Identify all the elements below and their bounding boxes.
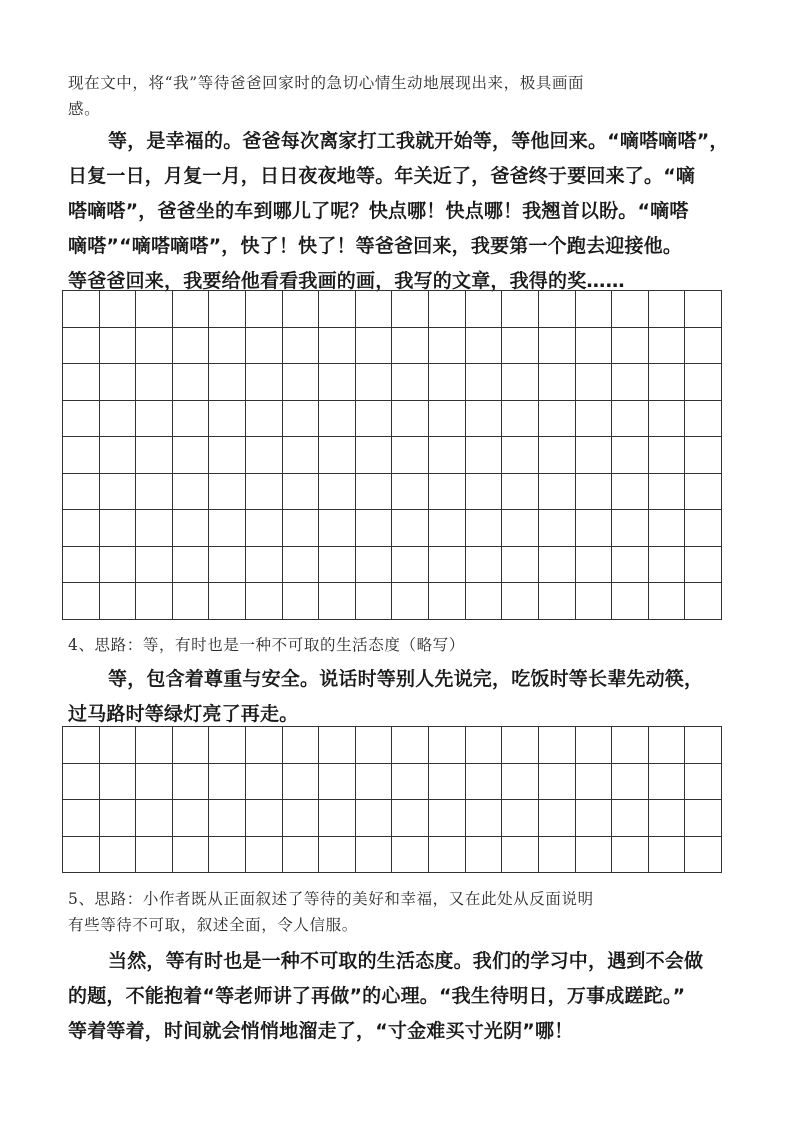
- grid-cell[interactable]: [356, 583, 393, 620]
- grid-cell[interactable]: [685, 727, 722, 764]
- grid-cell[interactable]: [283, 364, 320, 401]
- grid-cell[interactable]: [63, 837, 100, 874]
- grid-cell[interactable]: [649, 583, 686, 620]
- grid-cell[interactable]: [283, 727, 320, 764]
- grid-cell[interactable]: [649, 764, 686, 801]
- grid-cell[interactable]: [466, 510, 503, 547]
- grid-cell[interactable]: [685, 764, 722, 801]
- grid-cell[interactable]: [685, 474, 722, 511]
- grid-cell[interactable]: [649, 328, 686, 365]
- grid-cell[interactable]: [685, 291, 722, 328]
- grid-cell[interactable]: [100, 328, 137, 365]
- grid-cell[interactable]: [429, 474, 466, 511]
- grid-cell[interactable]: [319, 364, 356, 401]
- grid-cell[interactable]: [466, 437, 503, 474]
- grid-cell[interactable]: [466, 364, 503, 401]
- grid-cell[interactable]: [100, 437, 137, 474]
- grid-cell[interactable]: [356, 547, 393, 584]
- grid-cell[interactable]: [392, 510, 429, 547]
- grid-cell[interactable]: [649, 291, 686, 328]
- grid-cell[interactable]: [136, 291, 173, 328]
- comment-top-line: 感。: [68, 100, 101, 118]
- grid-cell[interactable]: [576, 291, 613, 328]
- grid-cell[interactable]: [502, 547, 539, 584]
- grid-cell[interactable]: [319, 547, 356, 584]
- grid-cell[interactable]: [392, 291, 429, 328]
- grid-cell[interactable]: [319, 401, 356, 438]
- grid-cell[interactable]: [246, 510, 283, 547]
- grid-cell[interactable]: [502, 474, 539, 511]
- grid-cell[interactable]: [356, 474, 393, 511]
- grid-cell[interactable]: [136, 727, 173, 764]
- grid-cell[interactable]: [173, 837, 210, 874]
- grid-cell[interactable]: [209, 364, 246, 401]
- grid-cell[interactable]: [685, 800, 722, 837]
- grid-cell[interactable]: [612, 837, 649, 874]
- grid-cell[interactable]: [246, 583, 283, 620]
- grid-cell[interactable]: [429, 291, 466, 328]
- grid-cell[interactable]: [246, 547, 283, 584]
- grid-cell[interactable]: [283, 474, 320, 511]
- grid-cell[interactable]: [466, 474, 503, 511]
- grid-cell[interactable]: [612, 727, 649, 764]
- grid-cell[interactable]: [466, 401, 503, 438]
- grid-cell[interactable]: [209, 328, 246, 365]
- grid-cell[interactable]: [576, 401, 613, 438]
- grid-cell[interactable]: [649, 510, 686, 547]
- grid-cell[interactable]: [502, 764, 539, 801]
- grid-cell[interactable]: [649, 800, 686, 837]
- grid-cell[interactable]: [392, 547, 429, 584]
- grid-cell[interactable]: [539, 837, 576, 874]
- grid-cell[interactable]: [100, 837, 137, 874]
- grid-cell[interactable]: [283, 764, 320, 801]
- grid-cell[interactable]: [173, 727, 210, 764]
- grid-cell[interactable]: [576, 510, 613, 547]
- grid-cell[interactable]: [136, 837, 173, 874]
- grid-cell[interactable]: [136, 764, 173, 801]
- grid-cell[interactable]: [502, 328, 539, 365]
- grid-cell[interactable]: [685, 583, 722, 620]
- grid-cell[interactable]: [539, 291, 576, 328]
- grid-cell[interactable]: [649, 547, 686, 584]
- grid-cell[interactable]: [246, 837, 283, 874]
- grid-cell[interactable]: [63, 364, 100, 401]
- grid-cell[interactable]: [685, 510, 722, 547]
- grid-cell[interactable]: [100, 583, 137, 620]
- grid-cell[interactable]: [466, 727, 503, 764]
- grid-cell[interactable]: [100, 547, 137, 584]
- essay-line: 当然，等有时也是一种不可取的生活态度。我们的学习中，遇到不会做: [108, 950, 704, 972]
- grid-cell[interactable]: [612, 800, 649, 837]
- grid-cell[interactable]: [649, 474, 686, 511]
- grid-cell[interactable]: [136, 510, 173, 547]
- grid-cell[interactable]: [429, 328, 466, 365]
- grid-cell[interactable]: [63, 291, 100, 328]
- grid-cell[interactable]: [429, 401, 466, 438]
- grid-cell[interactable]: [356, 328, 393, 365]
- grid-cell[interactable]: [649, 364, 686, 401]
- grid-cell[interactable]: [136, 800, 173, 837]
- grid-cell[interactable]: [100, 474, 137, 511]
- grid-cell[interactable]: [209, 764, 246, 801]
- grid-cell[interactable]: [356, 364, 393, 401]
- grid-cell[interactable]: [539, 764, 576, 801]
- grid-cell[interactable]: [319, 837, 356, 874]
- grid-cell[interactable]: [539, 474, 576, 511]
- grid-cell[interactable]: [173, 437, 210, 474]
- grid-cell[interactable]: [356, 291, 393, 328]
- grid-cell[interactable]: [502, 727, 539, 764]
- grid-cell[interactable]: [246, 727, 283, 764]
- grid-cell[interactable]: [392, 727, 429, 764]
- grid-cell[interactable]: [539, 727, 576, 764]
- essay-line: 等着等着，时间就会悄悄地溜走了，“寸金难买寸光阴”哪！: [68, 1020, 574, 1042]
- grid-cell[interactable]: [173, 764, 210, 801]
- grid-cell[interactable]: [63, 328, 100, 365]
- grid-cell[interactable]: [283, 800, 320, 837]
- grid-cell[interactable]: [466, 837, 503, 874]
- grid-cell[interactable]: [539, 401, 576, 438]
- grid-cell[interactable]: [173, 547, 210, 584]
- grid-cell[interactable]: [356, 437, 393, 474]
- grid-cell[interactable]: [356, 401, 393, 438]
- grid-cell[interactable]: [209, 547, 246, 584]
- grid-cell[interactable]: [173, 328, 210, 365]
- grid-cell[interactable]: [283, 583, 320, 620]
- grid-cell[interactable]: [539, 510, 576, 547]
- grid-cell[interactable]: [502, 800, 539, 837]
- essay-paragraph-1: [68, 124, 736, 299]
- grid-cell[interactable]: [685, 547, 722, 584]
- comment-top-line: 现在文中，将“我”等待爸爸回家时的急切心情生动地展现出来，极具画面: [68, 74, 585, 92]
- grid-cell[interactable]: [319, 474, 356, 511]
- grid-cell[interactable]: [502, 437, 539, 474]
- grid-cell[interactable]: [209, 583, 246, 620]
- grid-cell[interactable]: [319, 800, 356, 837]
- essay-line: 等爸爸回来，我要给他看看我画的画，我写的文章，我得的奖……: [68, 270, 625, 292]
- grid-cell[interactable]: [246, 328, 283, 365]
- grid-cell[interactable]: [392, 401, 429, 438]
- grid-cell[interactable]: [100, 401, 137, 438]
- grid-cell[interactable]: [466, 291, 503, 328]
- item5-thinking: [68, 886, 736, 938]
- grid-cell[interactable]: [539, 583, 576, 620]
- grid-cell[interactable]: [283, 437, 320, 474]
- grid-cell[interactable]: [209, 837, 246, 874]
- grid-cell[interactable]: [356, 800, 393, 837]
- grid-cell[interactable]: [466, 547, 503, 584]
- grid-cell[interactable]: [466, 328, 503, 365]
- grid-cell[interactable]: [173, 364, 210, 401]
- grid-cell[interactable]: [63, 437, 100, 474]
- grid-cell[interactable]: [502, 510, 539, 547]
- item4-thinking: [68, 632, 736, 658]
- grid-cell[interactable]: [539, 547, 576, 584]
- grid-cell[interactable]: [429, 800, 466, 837]
- grid-cell[interactable]: [319, 328, 356, 365]
- grid-cell[interactable]: [685, 364, 722, 401]
- grid-cell[interactable]: [209, 437, 246, 474]
- essay-line: 的题，不能抱着“等老师讲了再做”的心理。“我生待明日，万事成蹉跎。”: [68, 985, 686, 1007]
- grid-cell[interactable]: [612, 401, 649, 438]
- essay-paragraph-2: [68, 662, 736, 732]
- grid-cell[interactable]: [63, 547, 100, 584]
- grid-cell[interactable]: [63, 583, 100, 620]
- grid-cell[interactable]: [173, 583, 210, 620]
- essay-line: 等，包含着尊重与安全。说话时等别人先说完，吃饭时等长辈先动筷，: [108, 668, 704, 690]
- grid-cell[interactable]: [429, 437, 466, 474]
- grid-cell[interactable]: [685, 401, 722, 438]
- grid-cell[interactable]: [429, 837, 466, 874]
- grid-cell[interactable]: [685, 328, 722, 365]
- grid-cell[interactable]: [576, 547, 613, 584]
- grid-cell[interactable]: [612, 364, 649, 401]
- item4-label: 4、思路：等，有时也是一种不可取的生活态度（略写）: [68, 636, 465, 654]
- grid-cell[interactable]: [136, 474, 173, 511]
- grid-cell[interactable]: [319, 727, 356, 764]
- grid-cell[interactable]: [283, 401, 320, 438]
- grid-cell[interactable]: [392, 364, 429, 401]
- grid-cell[interactable]: [246, 291, 283, 328]
- grid-cell[interactable]: [649, 837, 686, 874]
- grid-cell[interactable]: [209, 401, 246, 438]
- grid-cell[interactable]: [100, 291, 137, 328]
- grid-cell[interactable]: [502, 583, 539, 620]
- grid-cell[interactable]: [649, 401, 686, 438]
- grid-cell[interactable]: [612, 510, 649, 547]
- grid-cell[interactable]: [429, 583, 466, 620]
- grid-cell[interactable]: [392, 764, 429, 801]
- grid-cell[interactable]: [319, 510, 356, 547]
- grid-cell[interactable]: [539, 437, 576, 474]
- grid-cell[interactable]: [283, 328, 320, 365]
- grid-cell[interactable]: [246, 474, 283, 511]
- writing-grid-1[interactable]: [62, 290, 722, 620]
- grid-cell[interactable]: [429, 547, 466, 584]
- grid-cell[interactable]: [356, 837, 393, 874]
- essay-line: 嘀嗒”“嘀嗒嘀嗒”，快了！快了！等爸爸回来，我要第一个跑去迎接他。: [68, 235, 683, 257]
- grid-cell[interactable]: [576, 474, 613, 511]
- grid-cell[interactable]: [209, 510, 246, 547]
- grid-cell[interactable]: [173, 401, 210, 438]
- grid-cell[interactable]: [392, 800, 429, 837]
- grid-cell[interactable]: [173, 291, 210, 328]
- grid-cell[interactable]: [173, 800, 210, 837]
- essay-line: 过马路时等绿灯亮了再走。: [68, 703, 299, 725]
- grid-cell[interactable]: [649, 437, 686, 474]
- grid-cell[interactable]: [283, 547, 320, 584]
- grid-cell[interactable]: [466, 764, 503, 801]
- grid-cell[interactable]: [209, 800, 246, 837]
- grid-cell[interactable]: [539, 800, 576, 837]
- grid-cell[interactable]: [429, 364, 466, 401]
- grid-cell[interactable]: [136, 547, 173, 584]
- grid-cell[interactable]: [173, 474, 210, 511]
- grid-cell[interactable]: [100, 800, 137, 837]
- grid-cell[interactable]: [429, 727, 466, 764]
- grid-cell[interactable]: [576, 583, 613, 620]
- grid-cell[interactable]: [246, 437, 283, 474]
- grid-cell[interactable]: [502, 364, 539, 401]
- grid-cell[interactable]: [356, 764, 393, 801]
- grid-cell[interactable]: [576, 437, 613, 474]
- grid-cell[interactable]: [136, 583, 173, 620]
- grid-cell[interactable]: [100, 727, 137, 764]
- grid-cell[interactable]: [466, 583, 503, 620]
- grid-cell[interactable]: [209, 474, 246, 511]
- grid-cell[interactable]: [246, 764, 283, 801]
- grid-cell[interactable]: [63, 474, 100, 511]
- grid-cell[interactable]: [63, 764, 100, 801]
- grid-cell[interactable]: [429, 510, 466, 547]
- grid-cell[interactable]: [246, 401, 283, 438]
- grid-cell[interactable]: [539, 328, 576, 365]
- grid-cell[interactable]: [100, 764, 137, 801]
- grid-cell[interactable]: [319, 583, 356, 620]
- grid-cell[interactable]: [576, 364, 613, 401]
- grid-cell[interactable]: [392, 837, 429, 874]
- grid-cell[interactable]: [136, 401, 173, 438]
- grid-cell[interactable]: [63, 800, 100, 837]
- essay-line: 等，是幸福的。爸爸每次离家打工我就开始等，等他回来。“嘀嗒嘀嗒”，: [108, 130, 729, 152]
- grid-cell[interactable]: [173, 510, 210, 547]
- grid-cell[interactable]: [612, 437, 649, 474]
- grid-cell[interactable]: [612, 291, 649, 328]
- grid-cell[interactable]: [392, 583, 429, 620]
- grid-cell[interactable]: [612, 583, 649, 620]
- grid-cell[interactable]: [356, 727, 393, 764]
- grid-cell[interactable]: [63, 727, 100, 764]
- grid-cell[interactable]: [283, 291, 320, 328]
- essay-line: 日复一日，月复一月，日日夜夜地等。年关近了，爸爸终于要回来了。“嘀: [68, 165, 696, 187]
- grid-cell[interactable]: [502, 291, 539, 328]
- grid-cell[interactable]: [392, 437, 429, 474]
- grid-cell[interactable]: [319, 764, 356, 801]
- grid-cell[interactable]: [246, 364, 283, 401]
- grid-cell[interactable]: [136, 364, 173, 401]
- grid-cell[interactable]: [576, 837, 613, 874]
- grid-cell[interactable]: [136, 328, 173, 365]
- grid-cell[interactable]: [136, 437, 173, 474]
- grid-cell[interactable]: [209, 291, 246, 328]
- grid-cell[interactable]: [502, 837, 539, 874]
- grid-cell[interactable]: [209, 727, 246, 764]
- grid-cell[interactable]: [100, 510, 137, 547]
- comment-top: [68, 70, 736, 122]
- grid-cell[interactable]: [319, 291, 356, 328]
- grid-cell[interactable]: [576, 727, 613, 764]
- grid-cell[interactable]: [502, 401, 539, 438]
- essay-paragraph-3: [68, 944, 736, 1049]
- grid-cell[interactable]: [392, 328, 429, 365]
- grid-cell[interactable]: [283, 837, 320, 874]
- writing-grid-2[interactable]: [62, 726, 722, 873]
- grid-cell[interactable]: [612, 328, 649, 365]
- grid-cell[interactable]: [429, 764, 466, 801]
- grid-cell[interactable]: [319, 437, 356, 474]
- essay-line: 嗒嘀嗒”，爸爸坐的车到哪儿了呢？快点哪！快点哪！我翘首以盼。“嘀嗒: [68, 200, 689, 222]
- grid-cell[interactable]: [576, 800, 613, 837]
- grid-cell[interactable]: [685, 837, 722, 874]
- grid-cell[interactable]: [63, 401, 100, 438]
- grid-cell[interactable]: [612, 547, 649, 584]
- grid-cell[interactable]: [649, 727, 686, 764]
- grid-cell[interactable]: [63, 510, 100, 547]
- grid-cell[interactable]: [283, 510, 320, 547]
- grid-cell[interactable]: [539, 364, 576, 401]
- item5-line: 5、思路：小作者既从正面叙述了等待的美好和幸福，又在此处从反面说明: [68, 890, 594, 908]
- grid-cell[interactable]: [392, 474, 429, 511]
- grid-cell[interactable]: [356, 510, 393, 547]
- grid-cell[interactable]: [576, 328, 613, 365]
- item5-line: 有些等待不可取，叙述全面，令人信服。: [68, 916, 358, 934]
- grid-cell[interactable]: [100, 364, 137, 401]
- grid-cell[interactable]: [466, 800, 503, 837]
- grid-cell[interactable]: [246, 800, 283, 837]
- grid-cell[interactable]: [685, 437, 722, 474]
- grid-cell[interactable]: [612, 474, 649, 511]
- grid-cell[interactable]: [612, 764, 649, 801]
- grid-cell[interactable]: [576, 764, 613, 801]
